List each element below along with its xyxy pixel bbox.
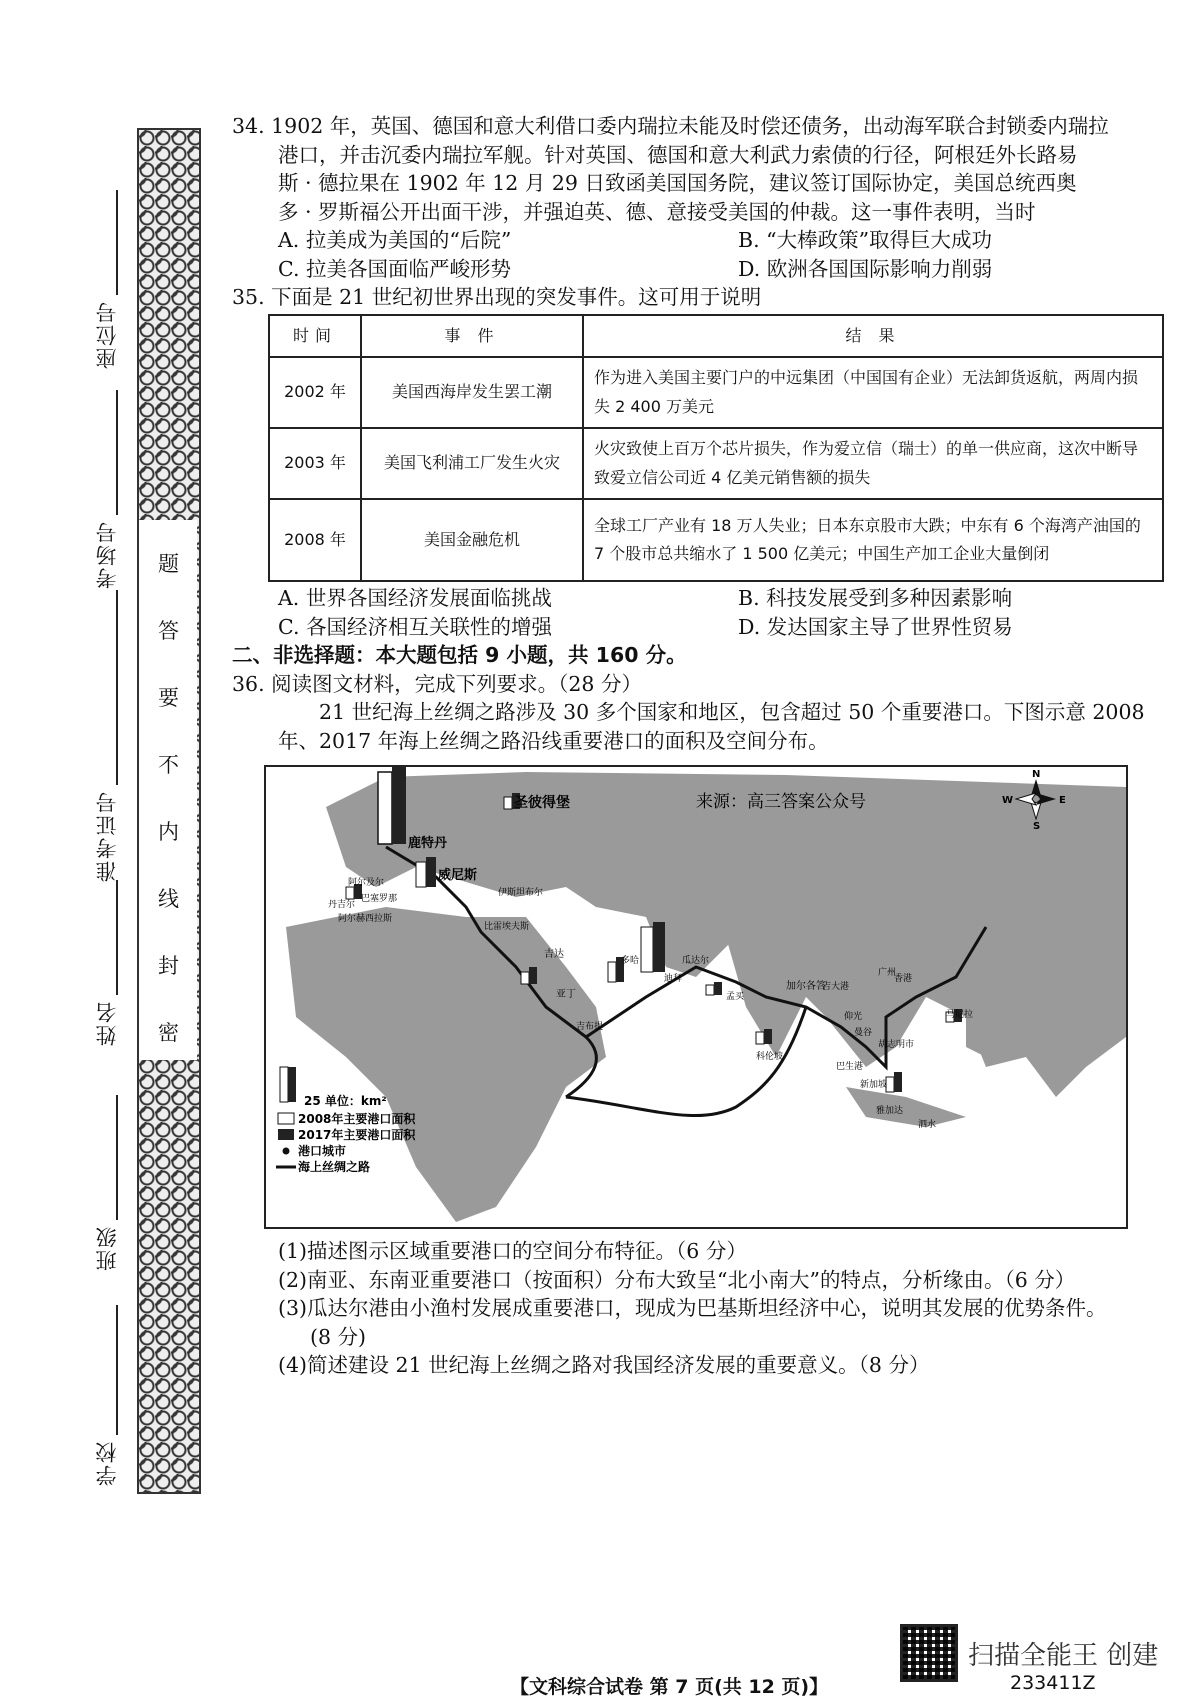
seal-char: 不	[158, 753, 179, 777]
admission-number-label: 准考证号	[95, 790, 119, 882]
cell-result: 作为进入美国主要门户的中远集团（中国国有企业）无法卸货返航，两周内损失 2 400 万美元	[583, 357, 1163, 428]
port-label-doha: 多哈	[621, 956, 640, 966]
q36-sub-3-score: (8 分)	[310, 1324, 367, 1349]
q35-options	[232, 584, 1162, 641]
legend-route: 海上丝绸之路	[298, 1160, 371, 1174]
silk-road-map	[264, 765, 1128, 1229]
q36-stem: 36. 阅读图文材料，完成下列要求。（28 分）	[232, 671, 642, 696]
scanner-watermark	[900, 1624, 1158, 1682]
port-label-surabaya: 泗水	[918, 1120, 937, 1130]
admission-number-line[interactable]	[116, 590, 118, 785]
seat-number-line[interactable]	[116, 190, 118, 295]
binding-margin	[0, 0, 210, 1699]
cell-event: 美国金融危机	[361, 499, 583, 581]
legend-scale: 25 单位：km²	[304, 1094, 387, 1108]
school-line[interactable]	[116, 1305, 118, 1435]
port-label-jeddah: 吉达	[544, 949, 564, 960]
q36-intro: 21 世纪海上丝绸之路涉及 30 多个国家和地区，包含超过 50 个重要港口。下图示意 2008 年、2017 年海上丝绸之路沿线重要港口的面积及空间分布。	[278, 700, 1145, 753]
seal-char: 题	[158, 552, 179, 576]
cell-result: 全球工厂产业有 18 万人失业；日本东京股市大跌；中东有 6 个海湾产油国的 7 个股市总共缩水了 1 500 亿美元；中国生产加工企业大量倒闭	[583, 499, 1163, 581]
port-label-hongkong: 香港	[894, 974, 913, 984]
q36-sub-1: (1)描述图示区域重要港口的空间分布特征。（6 分）	[278, 1239, 747, 1263]
table-row	[269, 357, 1163, 428]
section-heading: 二、非选择题：本大题包括 9 小题，共 160 分。	[232, 643, 687, 667]
map-svg	[266, 767, 1126, 1227]
school-label: 学校	[95, 1440, 119, 1486]
q36-sub-3: (3)瓜达尔港由小渔村发展成重要港口，现成为巴基斯坦经济中心，说明其发展的优势条件。	[278, 1296, 1107, 1320]
seal-char: 密	[158, 1021, 179, 1045]
exam-room-label: 考场号	[95, 520, 119, 589]
port-label-portklang: 巴生港	[836, 1062, 864, 1072]
port-label-manila: 马尼拉	[946, 1010, 974, 1020]
table-header-result: 结 果	[583, 315, 1163, 358]
port-label-yangon: 仰光	[844, 1012, 863, 1022]
port-label-kolkata: 加尔各答	[786, 981, 826, 992]
qr-code-icon	[900, 1624, 958, 1682]
q34-stem-line: 34. 1902 年，英国、德国和意大利借口委内瑞拉未能及时偿还债务，出动海军联合封锁委内瑞拉	[232, 114, 1109, 138]
cell-event: 美国西海岸发生罢工潮	[361, 357, 583, 428]
port-label-guangzhou: 广州	[878, 968, 897, 978]
q34-stem-line: 港口，并击沉委内瑞拉军舰。针对英国、德国和意大利武力索债的行径，阿根廷外长路易	[278, 142, 1078, 167]
legend-2017: 2017年主要港口面积	[298, 1128, 416, 1142]
q35-option-d[interactable]: D. 发达国家主导了世界性贸易	[738, 614, 1013, 639]
seal-char: 要	[158, 686, 179, 710]
question-34	[232, 112, 1162, 283]
seal-char: 线	[158, 887, 179, 911]
legend-2008: 2008年主要港口面积	[298, 1112, 416, 1126]
q34-options	[232, 226, 1162, 283]
watermark-text: 扫描全能王 创建	[968, 1640, 1159, 1671]
class-line[interactable]	[116, 1095, 118, 1220]
table-header-event: 事 件	[361, 315, 583, 358]
seal-char: 内	[158, 820, 179, 844]
port-label-chittagong: 吉大港	[822, 982, 850, 992]
q36-sub-4: (4)简述建设 21 世纪海上丝绸之路对我国经济发展的重要意义。（8 分）	[278, 1353, 930, 1377]
port-label-colombo: 科伦坡	[756, 1052, 784, 1062]
cell-result: 火灾致使上百万个芯片损失，作为爱立信（瑞士）的单一供应商，这次中断导致爱立信公司近 4 亿美元销售额的损失	[583, 428, 1163, 499]
port-label-singapore: 新加坡	[860, 1080, 888, 1090]
port-label-rotterdam: 鹿特丹	[408, 836, 448, 851]
q35-option-b[interactable]: B. 科技发展受到多种因素影响	[738, 586, 1013, 610]
compass-e: E	[1059, 795, 1066, 806]
table-header-time: 时间	[269, 315, 361, 358]
cell-event: 美国飞利浦工厂发生火灾	[361, 428, 583, 499]
port-label-istanbul: 伊斯坦布尔	[498, 888, 544, 898]
port-label-jakarta: 雅加达	[876, 1106, 904, 1116]
name-line[interactable]	[116, 880, 118, 995]
cell-year: 2002 年	[269, 357, 361, 428]
q34-option-d[interactable]: D. 欧洲各国国际影响力削弱	[738, 256, 993, 281]
q34-stem-line: 多 · 罗斯福公开出面干涉，并强迫英、德、意接受美国的仲裁。这一事件表明，当时	[278, 199, 1036, 224]
q34-option-a[interactable]: A. 拉美成为美国的“后院”	[278, 228, 512, 252]
legend-city: 港口城市	[298, 1144, 347, 1158]
compass-n: N	[1032, 769, 1041, 780]
map-source: 来源：高三答案公众号	[696, 792, 866, 812]
port-label-hochiminh: 胡志明市	[878, 1040, 915, 1050]
port-label-piraeus: 比雷埃夫斯	[484, 922, 530, 932]
cell-year: 2008 年	[269, 499, 361, 581]
port-label-algiers: 阿尔及尔	[348, 878, 385, 888]
q34-option-c[interactable]: C. 拉美各国面临严峻形势	[278, 256, 511, 281]
compass-w: W	[1002, 795, 1014, 806]
question-36	[232, 670, 1162, 1380]
table-row	[269, 428, 1163, 499]
q34-option-b[interactable]: B. “大棒政策”取得巨大成功	[738, 228, 993, 252]
q35-option-c[interactable]: C. 各国经济相互关联性的增强	[278, 614, 552, 639]
port-label-gwadar: 瓜达尔	[682, 956, 710, 966]
port-label-dubai: 迪拜	[664, 974, 683, 984]
port-label-venice: 威尼斯	[438, 868, 478, 883]
question-content	[232, 112, 1162, 1380]
class-label: 班级	[95, 1225, 119, 1271]
name-label: 姓名	[95, 1000, 119, 1046]
compass-s: S	[1033, 821, 1041, 832]
port-label-tangier: 丹吉尔	[328, 900, 356, 910]
port-label-aden: 亚丁	[556, 989, 576, 1000]
page-footer: 【文科综合试卷 第 7 页(共 12 页)】	[510, 1676, 829, 1698]
paper-code: 233411Z	[1010, 1672, 1096, 1694]
q35-option-a[interactable]: A. 世界各国经济发展面临挑战	[278, 586, 552, 610]
port-label-stpetersburg: 圣彼得堡	[514, 795, 570, 811]
q35-stem: 35. 下面是 21 世纪初世界出现的突发事件。这可用于说明	[232, 285, 762, 309]
port-label-mumbai: 孟买	[726, 992, 745, 1002]
q36-sub-2: (2)南亚、东南亚重要港口（按面积）分布大致呈“北小南大”的特点，分析缘由。（6 分）	[278, 1267, 1076, 1292]
question-35	[232, 283, 1162, 641]
seal-char: 封	[158, 954, 179, 978]
port-label-bangkok: 曼谷	[854, 1028, 873, 1038]
cell-year: 2003 年	[269, 428, 361, 499]
q34-stem-line: 斯 · 德拉果在 1902 年 12 月 29 日致函美国国务院，建议签订国际协定，美国总统西奥	[278, 171, 1077, 195]
port-label-algeciras: 阿尔赫西拉斯	[338, 914, 393, 924]
port-label-barcelona: 巴塞罗那	[361, 894, 398, 904]
seal-char: 答	[158, 619, 179, 643]
port-label-djibouti: 吉布提	[576, 1022, 604, 1032]
exam-room-line[interactable]	[116, 390, 118, 515]
events-table	[268, 314, 1164, 583]
seat-number-label: 座位号	[95, 300, 119, 369]
table-row	[269, 499, 1163, 581]
